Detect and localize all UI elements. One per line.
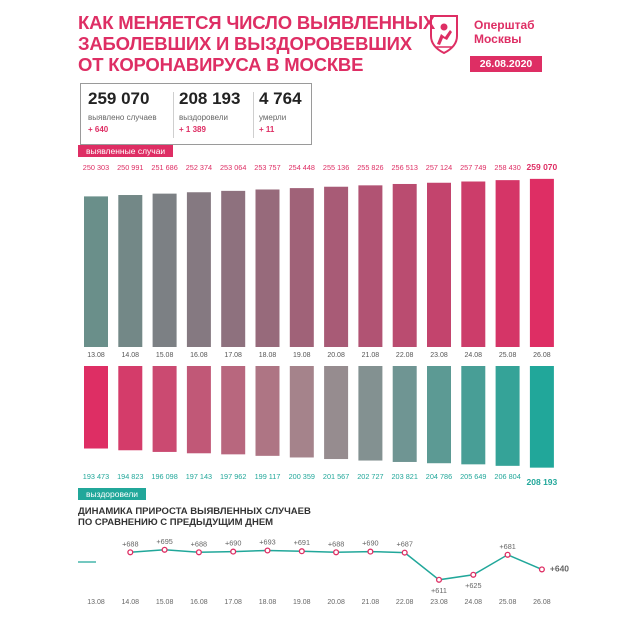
- line-date-label: 20.08: [327, 599, 345, 606]
- line-value-label: +681: [499, 541, 516, 551]
- cases-value-label: 250 991: [117, 163, 144, 172]
- cases-bar: [256, 189, 280, 347]
- line-date-label: 14.08: [121, 599, 140, 606]
- line-value-label: +687: [396, 539, 413, 549]
- recovered-bar: [84, 366, 108, 449]
- cases-date-label: 18.08: [258, 352, 277, 359]
- brand-line: Оперштаб: [474, 18, 535, 32]
- cases-bar: [290, 188, 314, 347]
- cases-bar: [427, 183, 451, 347]
- cases-date-label: 17.08: [224, 352, 242, 359]
- recovered-bar: [118, 366, 142, 450]
- cases-bar: [393, 184, 417, 347]
- recovered-value-label: 204 786: [425, 472, 453, 481]
- cases-value-label: 251 686: [151, 163, 178, 172]
- line-value-label: +688: [122, 539, 139, 549]
- recovered-bar: [461, 366, 485, 464]
- recovered-bar: [256, 366, 280, 456]
- line-value-label: +693: [259, 537, 276, 547]
- cases-value-label: 255 136: [322, 163, 350, 172]
- cases-value-label: 253 757: [254, 163, 281, 172]
- line-date-label: 18.08: [258, 599, 277, 606]
- cases-value-label: 252 374: [185, 163, 213, 172]
- cases-date-label: 21.08: [361, 352, 380, 359]
- recovered-bar: [358, 366, 382, 461]
- line-point: [437, 577, 442, 582]
- line-point: [471, 572, 476, 577]
- recovered-bar: [153, 366, 177, 452]
- line-date-label: 15.08: [155, 599, 174, 606]
- cases-bar: [187, 192, 211, 347]
- line-date-label: 25.08: [498, 599, 517, 606]
- line-date-label: 26.08: [533, 599, 551, 606]
- recovered-value-label: 194 823: [117, 472, 144, 481]
- dynamics-title-line: ПО СРАВНЕНИЮ С ПРЕДЫДУЩИМ ДНЕМ: [78, 517, 274, 528]
- recovered-bar: [290, 366, 314, 457]
- line-date-label: 21.08: [361, 599, 380, 606]
- line-value-label: +611: [431, 585, 447, 595]
- recovered-value-label: 199 117: [254, 472, 281, 481]
- line-value-label: +640: [549, 563, 570, 574]
- recovered-bar: [221, 366, 245, 454]
- line-point: [505, 552, 510, 557]
- title-line: ЗАБОЛЕВШИХ И ВЫЗДОРОВЕВШИХ: [78, 33, 412, 54]
- line-point: [128, 550, 133, 555]
- cases-date-label: 20.08: [327, 352, 345, 359]
- cases-bar: [118, 195, 142, 347]
- cases-value-label: 256 513: [391, 163, 418, 172]
- cases-series-tag: выявленные случаи: [78, 145, 173, 157]
- recovered-total: 208 193: [179, 89, 241, 108]
- cases-value-label: 254 448: [288, 163, 315, 172]
- recovered-value-label: 193 473: [82, 472, 110, 481]
- date-badge: 26.08.2020: [470, 56, 542, 72]
- cases-date-label: 22.08: [395, 352, 414, 359]
- line-date-label: 19.08: [293, 599, 311, 606]
- recovered-value-label: 196 098: [151, 472, 178, 481]
- recovered-delta: + 1 389: [179, 125, 206, 134]
- cases-bar: [221, 191, 245, 347]
- line-value-label: +690: [362, 538, 379, 548]
- recovered-label: выздоровели: [179, 113, 228, 122]
- cases-value-label: 250 303: [82, 163, 110, 172]
- cases-bar: [496, 180, 520, 347]
- line-value-label: +688: [190, 539, 208, 549]
- recovered-bar: [427, 366, 451, 463]
- recovered-bar: [393, 366, 417, 462]
- cases-bar: [153, 194, 177, 347]
- line-date-label: 23.08: [430, 599, 448, 606]
- line-value-label: +688: [327, 539, 345, 549]
- line-point: [265, 548, 270, 553]
- line-point: [162, 547, 167, 552]
- recovered-value-label: 205 649: [460, 472, 487, 481]
- cases-date-label: 23.08: [430, 352, 448, 359]
- line-value-label: +691: [293, 538, 311, 548]
- recovered-bar: [187, 366, 211, 453]
- recovered-value-label: 197 143: [185, 472, 213, 481]
- deaths-total: 4 764: [259, 89, 302, 108]
- cases-bar: [461, 182, 485, 347]
- cases-value-label: 258 430: [494, 163, 521, 172]
- cases-bar: [324, 187, 348, 347]
- recovered-value-label: 200 359: [288, 472, 315, 481]
- recovered-series-tag: выздоровели: [78, 488, 146, 500]
- recovered-bar: [530, 366, 554, 468]
- deaths-delta: + 11: [259, 125, 275, 134]
- cases-bar: [358, 185, 382, 347]
- cases-date-label: 25.08: [498, 352, 517, 359]
- line-date-label: 16.08: [190, 599, 208, 606]
- cases-delta: + 640: [88, 125, 109, 134]
- recovered-value-label: 203 821: [391, 472, 418, 481]
- recovered-bar: [324, 366, 348, 459]
- line-point: [402, 550, 407, 555]
- cases-date-label: 14.08: [121, 352, 140, 359]
- line-point: [540, 567, 545, 572]
- cases-date-label: 13.08: [87, 352, 105, 359]
- line-date-label: 22.08: [395, 599, 414, 606]
- line-point: [334, 550, 339, 555]
- line-date-label: 13.08: [87, 599, 105, 606]
- line-value-label: +625: [465, 580, 482, 590]
- recovered-value-label: 202 727: [357, 472, 384, 481]
- cases-value-label: 257 124: [425, 163, 453, 172]
- line-value-label: +695: [156, 536, 173, 546]
- recovered-value-label: 197 962: [220, 472, 247, 481]
- cases-bar: [530, 179, 554, 347]
- cases-value-label: 259 070: [526, 162, 558, 172]
- line-value-label: +690: [224, 538, 242, 548]
- line-point: [197, 550, 202, 555]
- brand-line: Москвы: [474, 32, 522, 46]
- cases-value-label: 257 749: [460, 163, 487, 172]
- recovered-bar: [496, 366, 520, 466]
- dynamics-title-line: ДИНАМИКА ПРИРОСТА ВЫЯВЛЕННЫХ СЛУЧАЕВ: [78, 506, 311, 517]
- cases-date-label: 15.08: [155, 352, 174, 359]
- cases-total: 259 070: [88, 89, 150, 108]
- recovered-value-label: 208 193: [526, 477, 558, 487]
- cases-date-label: 24.08: [464, 352, 483, 359]
- recovered-value-label: 206 804: [494, 472, 521, 481]
- cases-label: выявлено случаев: [88, 113, 157, 122]
- line-date-label: 24.08: [464, 599, 483, 606]
- line-point: [299, 549, 304, 554]
- recovered-value-label: 201 567: [322, 472, 350, 481]
- line-point: [231, 549, 236, 554]
- title-line: КАК МЕНЯЕТСЯ ЧИСЛО ВЫЯВЛЕННЫХ: [78, 12, 435, 33]
- cases-bar: [84, 196, 108, 347]
- title-line: ОТ КОРОНАВИРУСА В МОСКВЕ: [78, 54, 364, 75]
- cases-date-label: 19.08: [293, 352, 311, 359]
- cases-value-label: 255 826: [357, 163, 384, 172]
- line-date-label: 17.08: [224, 599, 242, 606]
- line-point: [368, 549, 373, 554]
- cases-date-label: 26.08: [533, 352, 551, 359]
- cases-date-label: 16.08: [190, 352, 208, 359]
- deaths-label: умерли: [259, 113, 287, 122]
- cases-value-label: 253 064: [220, 163, 247, 172]
